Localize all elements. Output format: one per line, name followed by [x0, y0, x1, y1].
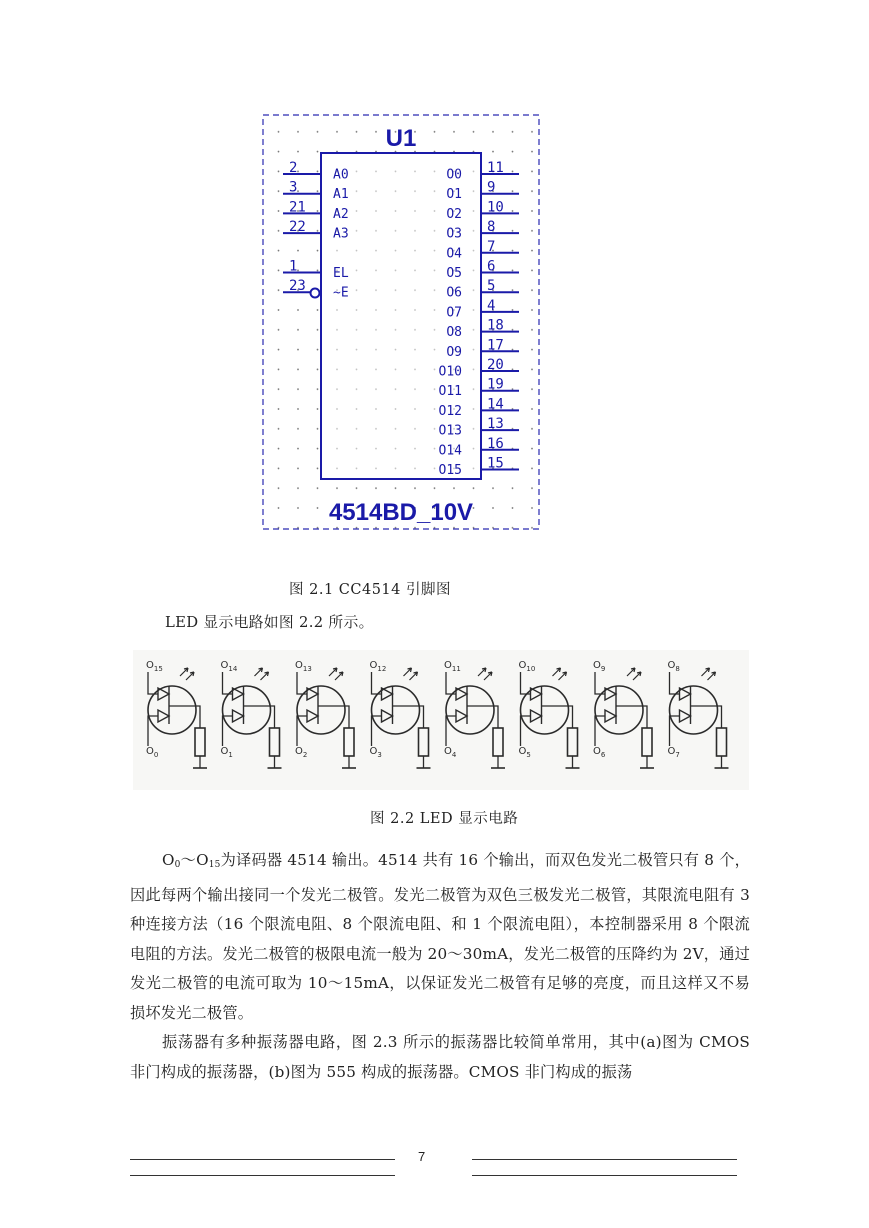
pin-number: 4 — [487, 297, 496, 314]
pin-name: O14 — [438, 443, 462, 459]
led-bottom-label: $O_2$ — [295, 746, 308, 759]
pin-number: 21 — [289, 199, 306, 216]
intro-line: LED 显示电路如图 2.2 所示。 — [165, 614, 374, 631]
pin-name: A0 — [333, 167, 349, 183]
page-number: 7 — [418, 1149, 426, 1164]
pin-name: ~E — [333, 285, 349, 301]
led-bottom-label: $O_0$ — [146, 746, 159, 759]
footer-rule-left-top — [130, 1159, 395, 1160]
pin-name: EL — [333, 266, 349, 281]
footer-rule-right-bottom — [472, 1175, 737, 1176]
pin-name: O15 — [438, 463, 462, 478]
led-bottom-label: $O_1$ — [220, 746, 233, 759]
led-top-label: $O_{11}$ — [444, 660, 461, 673]
pin-number: 9 — [487, 179, 496, 196]
led-top-label: $O_9$ — [593, 660, 606, 673]
pin-number: 22 — [289, 219, 306, 236]
pin-number: 3 — [289, 179, 298, 196]
pin-number: 8 — [487, 219, 496, 236]
led-top-label: $O_8$ — [667, 660, 680, 673]
pin-name: O5 — [446, 266, 462, 281]
pin-number: 11 — [487, 160, 504, 176]
pin-name: O7 — [446, 305, 462, 321]
chip-part-number: 4514BD_10V — [328, 499, 474, 526]
pin-number: 1 — [289, 258, 298, 275]
led-bottom-label: $O_7$ — [667, 746, 680, 759]
pin-number: 17 — [487, 337, 504, 354]
led-top-label: $O_{12}$ — [369, 660, 387, 673]
pin-number: 18 — [487, 317, 504, 334]
pin-name: O6 — [446, 285, 462, 301]
pin-name: O3 — [446, 226, 462, 242]
pin-number: 14 — [487, 396, 504, 413]
led-display-circuit — [133, 650, 749, 790]
pin-number: 2 — [289, 160, 298, 176]
chip-title: U1 — [385, 125, 417, 152]
footer-rule-left-bottom — [130, 1175, 395, 1176]
pin-number: 6 — [487, 258, 496, 275]
paragraph-1: $O_0\sim O_{15}$为译码器 4514 输出。4514 共有 16 个输出，而双色发光二极管只有 8 个，因此每两个输出接同一个发光二极管。发光二极管为双色三极发光二极管，其限流电阻有 3 种连接方法（16 个限流电阻、8 个限流电阻、和 1 个限流电阻），本控制器采用 8 个限流电阻的方法。发光二极管的极限电流一般为 20～30mA，发光二极管的压降约为 2V，通过发光二极管的电流可取为 10～15mA，以保证发光二极管有足够的亮度，而且这样又不易损坏发光二极管。 — [130, 851, 751, 1022]
led-bottom-label: $O_3$ — [369, 746, 382, 759]
body-text — [130, 846, 750, 1087]
footer-rule-right-top — [472, 1159, 737, 1160]
pin-name: O8 — [446, 325, 462, 341]
paragraph-2: 振荡器有多种振荡器电路，图 2.3 所示的振荡器比较简单常用，其中(a)图为 CMOS 非门构成的振荡器，(b)图为 555 构成的振荡器。CMOS 非门构成的振荡 — [130, 1033, 750, 1081]
pin-number: 15 — [487, 455, 504, 472]
pin-name: O13 — [438, 423, 462, 439]
pin-name: O10 — [438, 364, 462, 380]
led-top-label: $O_{15}$ — [146, 660, 163, 673]
pin-name: O2 — [446, 206, 462, 222]
pin-name: O1 — [446, 187, 462, 203]
pin-name: O4 — [446, 246, 462, 262]
led-bottom-label: $O_6$ — [593, 746, 606, 759]
pin-number: 19 — [487, 376, 504, 393]
pin-number: 23 — [289, 278, 306, 295]
figure-caption-2-1: 图 2.1 CC4514 引脚图 — [289, 582, 451, 598]
pin-number: 7 — [487, 238, 496, 255]
pin-number: 20 — [487, 357, 504, 373]
led-bottom-label: $O_4$ — [444, 746, 457, 759]
pin-number: 5 — [487, 278, 496, 295]
pin-name: O11 — [438, 384, 462, 400]
cc4514-pin-diagram — [255, 108, 550, 540]
pin-name: A2 — [333, 206, 349, 222]
pin-name: O9 — [446, 344, 462, 360]
pin-name: O12 — [438, 403, 462, 419]
led-top-label: $O_{10}$ — [518, 660, 536, 673]
enable-inversion-bubble — [311, 289, 320, 298]
pin-name: O0 — [446, 167, 462, 183]
led-top-label: $O_{13}$ — [295, 660, 312, 673]
led-bottom-label: $O_5$ — [518, 746, 531, 759]
pin-number: 13 — [487, 416, 504, 433]
pin-number: 10 — [487, 199, 504, 216]
pin-name: A1 — [333, 187, 349, 203]
figure-caption-2-2: 图 2.2 LED 显示电路 — [370, 811, 519, 827]
pin-name: A3 — [333, 226, 349, 242]
pin-number: 16 — [487, 435, 504, 452]
led-top-label: $O_{14}$ — [220, 660, 238, 673]
